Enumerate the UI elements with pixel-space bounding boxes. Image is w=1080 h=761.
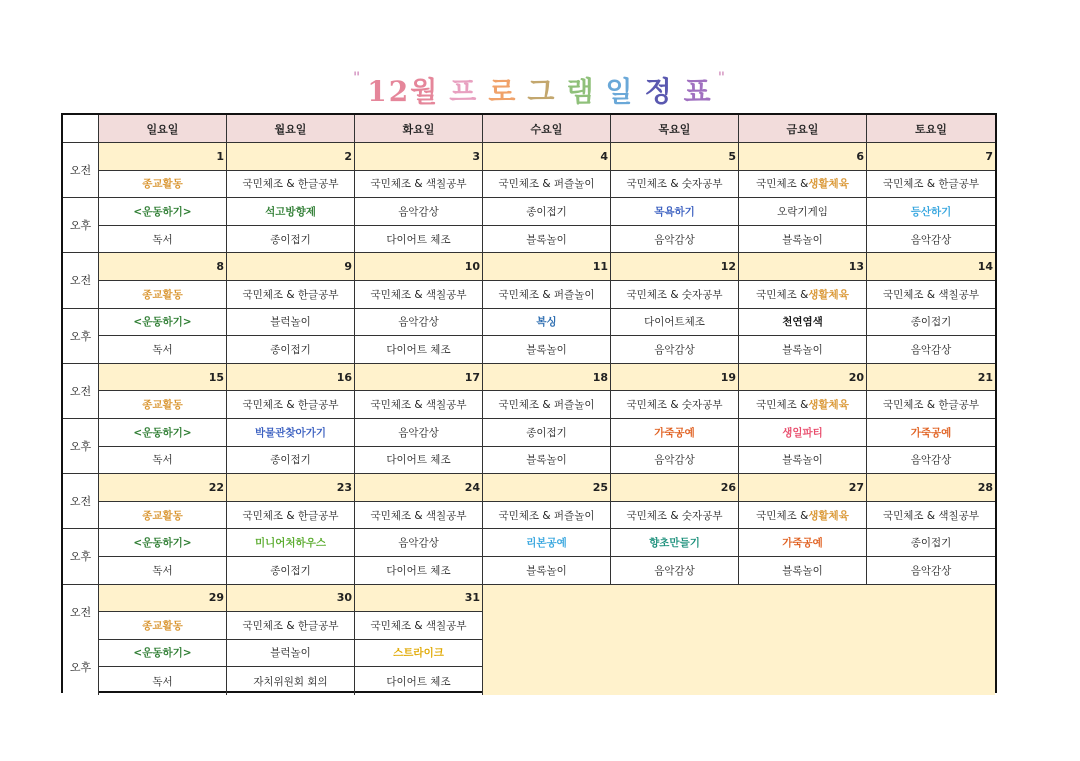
am-activity [739, 502, 867, 530]
pm-activity-1: 미니어처하우스 [227, 529, 355, 557]
pm-activity-2: 블록놀이 [739, 447, 867, 475]
am-activity: 종교활동 [99, 281, 227, 309]
day-header: 일요일 [99, 115, 227, 143]
title-char: 로 [488, 75, 518, 108]
period-am-label: 오전 [63, 143, 99, 198]
date-cell: 22 [99, 474, 227, 502]
pm-activity-1: <운동하기> [99, 198, 227, 226]
pm-activity-2: 자치위원회 회의 [227, 667, 355, 695]
date-cell: 4 [483, 143, 611, 171]
pm-activity-1: <운동하기> [99, 529, 227, 557]
am-activity [739, 281, 867, 309]
pm-activity-1: 블럭놀이 [227, 640, 355, 668]
date-cell: 26 [611, 474, 739, 502]
am-activity: 국민체조 & 한글공부 [867, 171, 995, 199]
title-char: 표 [683, 75, 713, 108]
am-activity-highlight: 생활체육 [808, 399, 849, 412]
date-cell: 28 [867, 474, 995, 502]
day-header: 월요일 [227, 115, 355, 143]
am-activity: 국민체조 & 색칠공부 [355, 281, 483, 309]
pm-activity-2: 다이어트 체조 [355, 447, 483, 475]
title-char: 정 [644, 75, 674, 108]
date-cell: 3 [355, 143, 483, 171]
title-char: 그 [527, 75, 557, 108]
pm-activity-2: 음악감상 [611, 336, 739, 364]
pm-activity-1: 종이접기 [867, 529, 995, 557]
am-activity: 국민체조 & 숫자공부 [611, 502, 739, 530]
am-activity: 국민체조 & 색칠공부 [355, 502, 483, 530]
pm-activity-2: 다이어트 체조 [355, 226, 483, 254]
period-am-label: 오전 [63, 474, 99, 529]
pm-activity-2: 음악감상 [867, 226, 995, 254]
date-cell: 1 [99, 143, 227, 171]
pm-activity-2: 다이어트 체조 [355, 336, 483, 364]
pm-activity-1: 오락기게임 [739, 198, 867, 226]
am-activity-highlight: 생활체육 [808, 178, 849, 191]
date-cell: 11 [483, 253, 611, 281]
corner-cell [63, 115, 99, 143]
pm-activity-1: 가죽공예 [739, 529, 867, 557]
title-close-quote: " [717, 70, 728, 86]
pm-activity-2: 블록놀이 [739, 336, 867, 364]
period-am-label: 오전 [63, 253, 99, 308]
am-activity: 국민체조 & 한글공부 [227, 612, 355, 640]
day-header: 목요일 [611, 115, 739, 143]
am-activity: 종교활동 [99, 171, 227, 199]
pm-activity-2: 음악감상 [867, 336, 995, 364]
date-cell: 24 [355, 474, 483, 502]
page-title [0, 70, 1080, 110]
pm-activity-1: 음악감상 [355, 198, 483, 226]
day-header: 금요일 [739, 115, 867, 143]
pm-activity-2: 종이접기 [227, 336, 355, 364]
date-cell: 29 [99, 585, 227, 613]
pm-activity-2: 종이접기 [227, 557, 355, 585]
pm-activity-2: 블록놀이 [483, 226, 611, 254]
date-cell: 9 [227, 253, 355, 281]
am-activity: 국민체조 & 한글공부 [867, 391, 995, 419]
date-cell: 5 [611, 143, 739, 171]
pm-activity-1: 블럭놀이 [227, 309, 355, 337]
pm-activity-2: 종이접기 [227, 447, 355, 475]
pm-activity-1: 음악감상 [355, 309, 483, 337]
am-activity: 국민체조 & 숫자공부 [611, 281, 739, 309]
am-activity-part: 국민체조 & [756, 399, 809, 412]
date-cell: 30 [227, 585, 355, 613]
period-pm-label: 오후 [63, 198, 99, 253]
date-cell: 27 [739, 474, 867, 502]
pm-activity-2: 블록놀이 [483, 557, 611, 585]
am-activity: 종교활동 [99, 502, 227, 530]
am-activity: 종교활동 [99, 391, 227, 419]
pm-activity-1: 음악감상 [355, 419, 483, 447]
am-activity: 국민체조 & 한글공부 [227, 391, 355, 419]
pm-activity-2: 음악감상 [867, 447, 995, 475]
pm-activity-2: 다이어트 체조 [355, 667, 483, 695]
date-cell: 12 [611, 253, 739, 281]
title-char: 일 [605, 75, 635, 108]
pm-activity-1: 리본공예 [483, 529, 611, 557]
date-cell: 15 [99, 364, 227, 392]
am-activity: 국민체조 & 색칠공부 [867, 502, 995, 530]
pm-activity-2: 음악감상 [611, 447, 739, 475]
title-char: 프 [449, 75, 479, 108]
am-activity-part: 국민체조 & [756, 509, 809, 522]
pm-activity-1: 음악감상 [355, 529, 483, 557]
date-cell: 17 [355, 364, 483, 392]
period-pm-label: 오후 [63, 640, 99, 695]
am-activity: 국민체조 & 한글공부 [227, 171, 355, 199]
am-activity-highlight: 생활체육 [808, 288, 849, 301]
pm-activity-2: 음악감상 [611, 557, 739, 585]
pm-activity-1: 박물관찾아가기 [227, 419, 355, 447]
date-cell: 8 [99, 253, 227, 281]
period-pm-label: 오후 [63, 309, 99, 364]
am-activity: 국민체조 & 숫자공부 [611, 171, 739, 199]
pm-activity-1: 스트라이크 [355, 640, 483, 668]
date-cell: 18 [483, 364, 611, 392]
pm-activity-2: 블록놀이 [739, 557, 867, 585]
day-header: 수요일 [483, 115, 611, 143]
date-cell: 25 [483, 474, 611, 502]
am-activity: 국민체조 & 퍼즐놀이 [483, 391, 611, 419]
am-activity: 국민체조 & 한글공부 [227, 281, 355, 309]
pm-activity-2: 종이접기 [227, 226, 355, 254]
am-activity: 국민체조 & 색칠공부 [355, 612, 483, 640]
pm-activity-2: 독서 [99, 557, 227, 585]
pm-activity-1: 종이접기 [867, 309, 995, 337]
date-cell: 20 [739, 364, 867, 392]
pm-activity-1: 생일파티 [739, 419, 867, 447]
pm-activity-1: <운동하기> [99, 419, 227, 447]
pm-activity-1: 다이어트체조 [611, 309, 739, 337]
am-activity: 국민체조 & 한글공부 [227, 502, 355, 530]
am-activity: 종교활동 [99, 612, 227, 640]
pm-activity-2: 블록놀이 [483, 447, 611, 475]
date-cell: 6 [739, 143, 867, 171]
pm-activity-2: 독서 [99, 447, 227, 475]
empty-area [483, 585, 995, 695]
pm-activity-1: 종이접기 [483, 198, 611, 226]
pm-activity-2: 음악감상 [867, 557, 995, 585]
am-activity: 국민체조 & 색칠공부 [355, 171, 483, 199]
date-cell: 7 [867, 143, 995, 171]
date-cell: 10 [355, 253, 483, 281]
date-cell: 23 [227, 474, 355, 502]
pm-activity-1: 종이접기 [483, 419, 611, 447]
pm-activity-1: <운동하기> [99, 640, 227, 668]
pm-activity-1: 복싱 [483, 309, 611, 337]
am-activity: 국민체조 & 숫자공부 [611, 391, 739, 419]
date-cell: 19 [611, 364, 739, 392]
am-activity: 국민체조 & 퍼즐놀이 [483, 502, 611, 530]
am-activity [739, 171, 867, 199]
am-activity [739, 391, 867, 419]
title-char: 램 [566, 75, 596, 108]
schedule-table [61, 113, 997, 693]
pm-activity-1: 목욕하기 [611, 198, 739, 226]
pm-activity-1: <운동하기> [99, 309, 227, 337]
period-pm-label: 오후 [63, 529, 99, 584]
date-cell: 2 [227, 143, 355, 171]
period-pm-label: 오후 [63, 419, 99, 474]
date-cell: 21 [867, 364, 995, 392]
period-am-label: 오전 [63, 364, 99, 419]
date-cell: 13 [739, 253, 867, 281]
title-open-quote: " [352, 70, 363, 86]
pm-activity-1: 석고방향제 [227, 198, 355, 226]
title-char: 12월 [367, 75, 440, 108]
period-am-label: 오전 [63, 585, 99, 640]
am-activity-part: 국민체조 & [756, 178, 809, 191]
pm-activity-2: 독서 [99, 336, 227, 364]
am-activity: 국민체조 & 퍼즐놀이 [483, 281, 611, 309]
pm-activity-2: 음악감상 [611, 226, 739, 254]
date-cell: 31 [355, 585, 483, 613]
pm-activity-1: 가죽공예 [867, 419, 995, 447]
pm-activity-1: 향초만들기 [611, 529, 739, 557]
day-header: 화요일 [355, 115, 483, 143]
day-header: 토요일 [867, 115, 995, 143]
date-cell: 16 [227, 364, 355, 392]
am-activity: 국민체조 & 퍼즐놀이 [483, 171, 611, 199]
pm-activity-2: 블록놀이 [739, 226, 867, 254]
pm-activity-1: 가죽공예 [611, 419, 739, 447]
date-cell: 14 [867, 253, 995, 281]
am-activity-part: 국민체조 & [756, 288, 809, 301]
am-activity: 국민체조 & 색칠공부 [867, 281, 995, 309]
pm-activity-1: 천연염색 [739, 309, 867, 337]
pm-activity-2: 독서 [99, 226, 227, 254]
pm-activity-2: 독서 [99, 667, 227, 695]
pm-activity-1: 등산하기 [867, 198, 995, 226]
am-activity-highlight: 생활체육 [808, 509, 849, 522]
am-activity: 국민체조 & 색칠공부 [355, 391, 483, 419]
pm-activity-2: 블록놀이 [483, 336, 611, 364]
pm-activity-2: 다이어트 체조 [355, 557, 483, 585]
